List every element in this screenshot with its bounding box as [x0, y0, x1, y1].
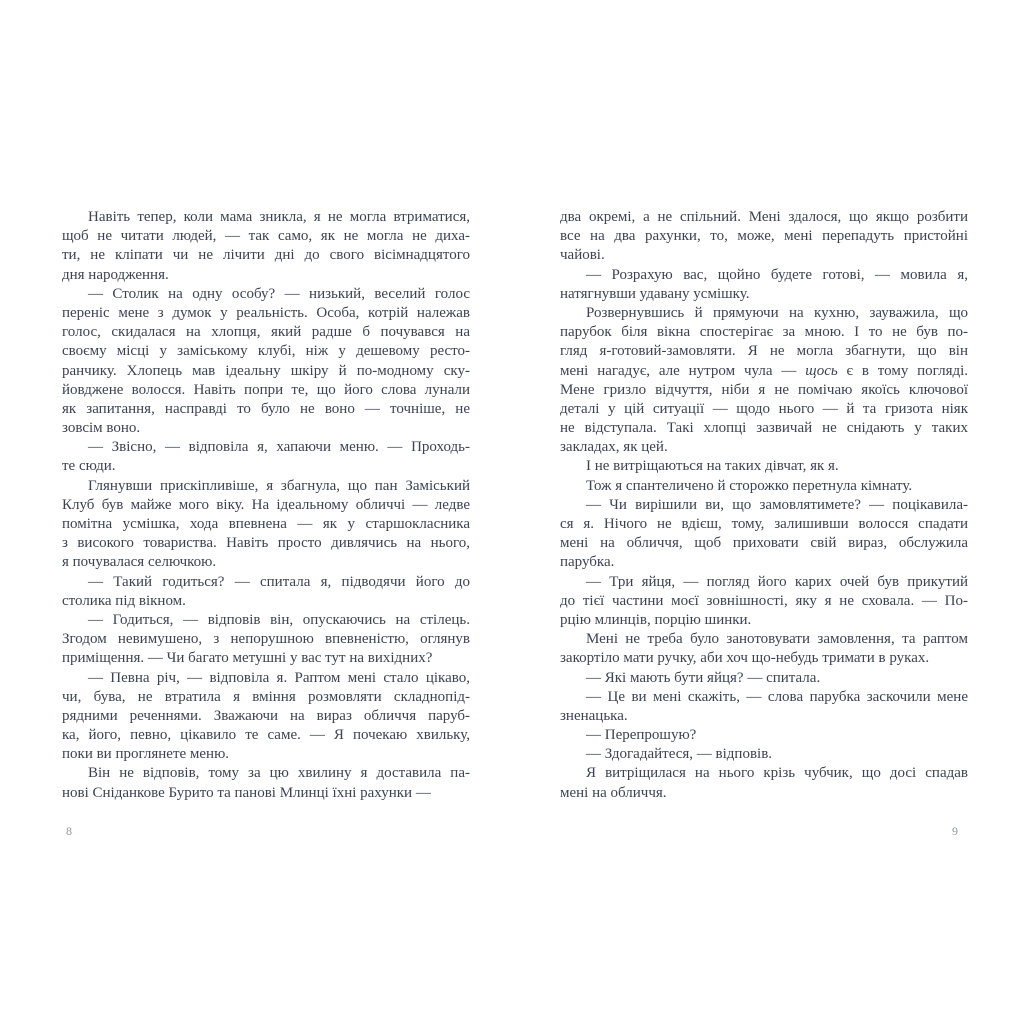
text-line: ранчику. Хлопець мав ідеальну шкіру й по-модному ску- — [62, 362, 470, 379]
text-line: переніс мене з думок у реальність. Особа, котрій належав — [62, 304, 470, 321]
text-line: — Чи вирішили ви, що замовлятимете? — поцікавила- — [586, 496, 968, 513]
text-line: — Це ви мені скажіть, — слова парубка заскочили мене — [586, 688, 968, 705]
text-line: натягнувши удавану усмішку. — [560, 285, 750, 302]
text-line: Навіть тепер, коли мама зникла, я не могла втриматися, — [88, 209, 470, 225]
text-line: — Перепрошую? — [586, 727, 697, 744]
text-line: ся я. Нічого не вдієш, тому, залишивши волосся спадати — [560, 516, 968, 532]
text-line: як запитання, насправді то було не воно — точніше, не — [62, 400, 470, 417]
text-line: рядними реченнями. Зважаючи на вираз обличчя паруб- — [62, 707, 470, 724]
text-line: Глянувши прискіпливіше, я збагнула, що пан Заміський — [88, 477, 470, 494]
text-line: — Столик на одну особу? — низький, веселий голос — [88, 285, 470, 302]
text-line: Мені не треба було занотовувати замовлення, та раптом — [586, 631, 968, 648]
text-line: зненацька. — [560, 707, 628, 724]
text-line: Клуб був майже мого віку. На ідеальному обличчі — ледве — [62, 496, 470, 513]
text-line: мені на обличчя. — [560, 784, 667, 801]
text-line: — Здогадайтеся, — відповів. — [586, 746, 773, 763]
text-line: своєму місці у заміському клубі, ніж у дешевому ресто- — [62, 343, 470, 360]
text-line: до тієї частини моєї зовнішності, яку я не сховала. — По- — [560, 592, 968, 609]
page-number-right: 9 — [952, 824, 958, 838]
text-line: — Такий годиться? — спитала я, підводячи його до — [88, 573, 470, 590]
text-line: нові Сніданкове Бурито та панові Млинці їхні рахунки — — [62, 784, 431, 801]
page-left-text-block — [62, 208, 470, 803]
text-line: І не витріщаються на таких дівчат, як я. — [586, 458, 839, 475]
text-segment: є в тому погляді. — [837, 362, 968, 379]
text-line: помітна усмішка, хода впевнена — як у старшокласника — [62, 516, 470, 532]
text-line: те сюди. — [62, 458, 116, 475]
text-line: закортіло мати ручку, аби хоч що-небудь тримати в руках. — [560, 650, 930, 667]
text-line: столика під вікном. — [62, 592, 186, 609]
text-line: Розвернувшись й прямуючи на кухню, зауважила, що — [586, 304, 968, 321]
text-line: — Годиться, — відповів він, опускаючись на стілець. — [88, 611, 470, 628]
text-line: деталі у цій ситуації — щодо нього — й та гризота ніяк — [560, 400, 968, 417]
text-line: Я витріщилася на нього крізь чубчик, що досі спадав — [586, 765, 968, 782]
text-line: Він не відповів, тому за цю хвилину я доставила па- — [88, 765, 470, 782]
text-line: йовджене волосся. Навіть попри те, що його слова лунали — [62, 381, 470, 398]
text-line: поки ви проглянете меню. — [62, 746, 230, 763]
text-line: я почувалася селючкою. — [62, 554, 217, 571]
italic-text: щось — [805, 362, 838, 379]
text-line: рцію млинців, порцію шинки. — [560, 611, 752, 628]
text-line: зовсім воно. — [62, 420, 141, 437]
text-line: з високого товариства. Навіть просто дивлячись на нього, — [62, 535, 470, 552]
text-line: Мене гризло відчуття, ніби я не помічаю якоїсь ключової — [560, 381, 968, 398]
text-line: гляд я-готовий-замовляти. Я не могла збагнути, що він — [560, 343, 968, 360]
text-line: мені на обличчя, щоб приховати свій вираз, обслужила — [560, 535, 968, 552]
text-line: ка, його, певно, цікавило те саме. — Я почекаю хвильку, — [62, 727, 470, 744]
text-line: щоб не читати людей, — так само, як не могла не диха- — [62, 228, 470, 245]
text-line: Тож я спантеличено й сторожко перетнула кімнату. — [586, 477, 913, 494]
page-number-left: 8 — [66, 824, 72, 838]
text-line: Згодом невимушено, з непорушною впевненістю, оглянув — [62, 631, 470, 648]
text-line: — Які мають бути яйця? — спитала. — [586, 669, 821, 686]
text-line: ти, не кліпати чи не лічити дні до свого вісімнадцятого — [62, 247, 470, 264]
text-line: приміщення. — Чи багато метушні у вас тут на вихідних? — [62, 650, 433, 667]
text-line: — Звісно, — відповіла я, хапаючи меню. — Проходь- — [88, 439, 470, 456]
page-right-text-block — [560, 208, 968, 803]
text-line: парубок біля вікна спостерігає за мною. І то не був по- — [560, 324, 968, 341]
text-line: голос, скидалася на хлопця, який радше б почувався на — [62, 324, 470, 341]
text-line — [560, 362, 968, 381]
text-segment: мені нагадує, але нутром чула — — [560, 362, 806, 379]
text-line: чайові. — [560, 247, 605, 264]
text-line: — Певна річ, — відповіла я. Раптом мені стало цікаво, — [88, 669, 470, 686]
text-line: — Розрахую вас, щойно будете готові, — мовила я, — [586, 266, 968, 283]
text-line: все на два рахунки, то, може, мені перепадуть пристойні — [560, 228, 968, 245]
text-line: парубка. — [560, 554, 615, 571]
text-line: — Три яйця, — погляд його карих очей був прикутий — [586, 573, 968, 590]
text-line: два окремі, а не спільний. Мені здалося, що якщо розбити — [560, 209, 968, 225]
text-line: закладах, як цей. — [560, 439, 668, 456]
text-line: дня народження. — [62, 266, 169, 283]
text-line: чи, бува, не втратила я вміння розмовляти складнопід- — [62, 688, 470, 705]
text-line: не відступала. Такі хлопці зазвичай не снідають у таких — [560, 420, 968, 437]
